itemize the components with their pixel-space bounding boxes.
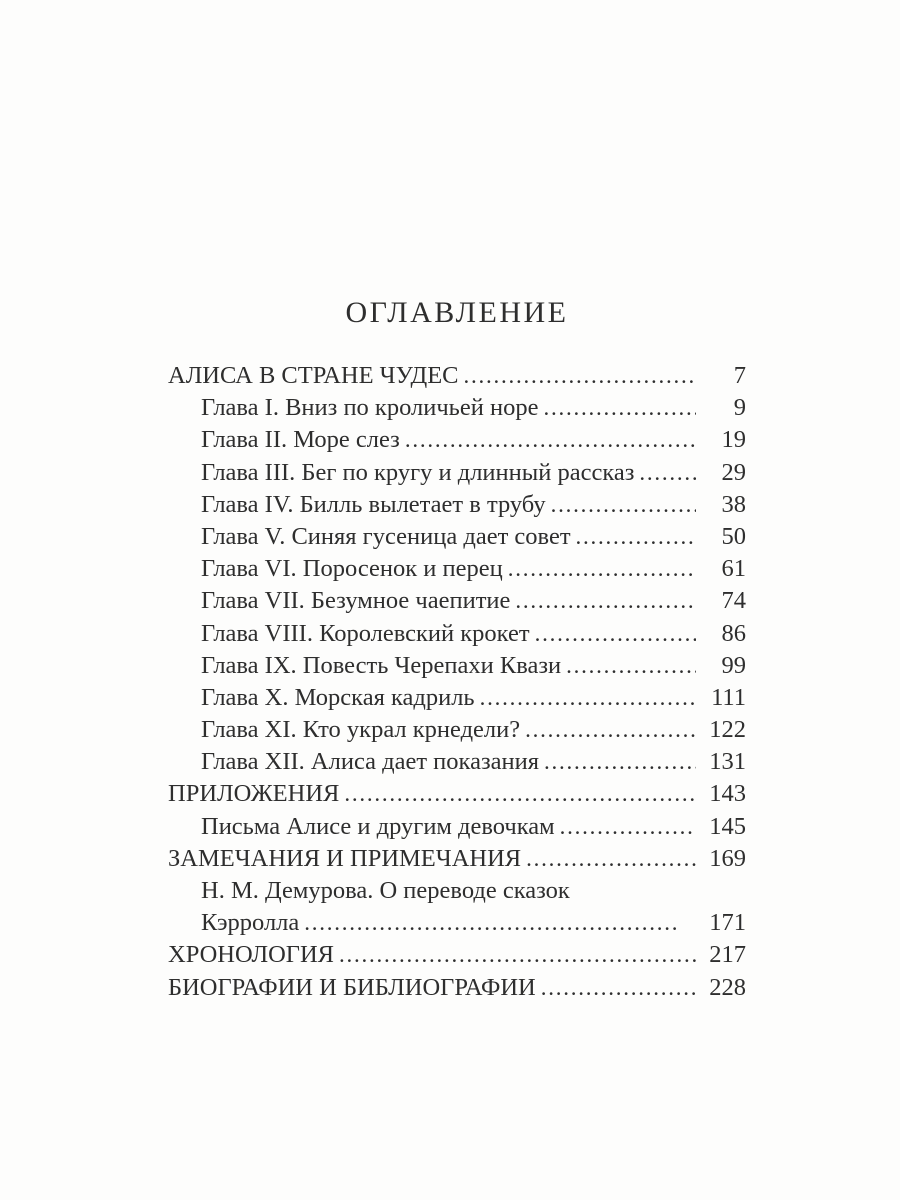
toc-entry-page: 61	[721, 555, 746, 583]
toc-entry-page: 86	[721, 619, 746, 647]
toc-entry	[168, 491, 746, 523]
toc-entry	[168, 813, 746, 845]
toc-entry	[168, 426, 746, 458]
toc-entry-page: 99	[721, 651, 746, 679]
toc-entry-label: Кэрролла	[201, 909, 300, 937]
toc-entry	[168, 845, 746, 877]
toc-entry	[168, 684, 746, 716]
toc-entry-page: 74	[721, 587, 746, 615]
toc-entry	[168, 459, 746, 491]
toc-entry-page: 38	[721, 490, 746, 518]
toc-entry-label: Глава I. Вниз по кроличьей норе	[201, 394, 539, 422]
toc-entry-label: Глава XI. Кто украл крнедели?	[201, 716, 521, 744]
toc-leader-dots	[405, 427, 696, 453]
toc-entry-page: 19	[721, 426, 746, 454]
toc-entry	[168, 877, 746, 909]
toc-entry-label: Глава VIII. Королевский крокет	[201, 619, 530, 647]
toc-leader-dots	[464, 363, 697, 389]
toc-entry-page: 7	[733, 362, 746, 389]
page-title: ОГЛАВЛЕНИЕ	[345, 296, 569, 329]
toc-entry-label: ПРИЛОЖЕНИЯ	[168, 780, 340, 808]
toc-leader-dots	[344, 781, 696, 807]
toc-leader-dots	[304, 910, 696, 936]
toc-entry-page: 111	[711, 683, 746, 711]
toc-entry-label: АЛИСА В СТРАНЕ ЧУДЕС	[168, 362, 459, 389]
toc-entry	[168, 555, 746, 587]
toc-leader-dots	[535, 621, 696, 647]
toc-leader-dots	[543, 395, 696, 421]
toc-entry	[168, 780, 746, 812]
toc-entry-page: 29	[721, 458, 746, 486]
toc-entry	[168, 748, 746, 780]
toc-entry-page: 169	[709, 844, 746, 872]
toc-entry-page: 143	[709, 780, 746, 808]
toc-leader-dots	[566, 653, 696, 679]
toc-entry-label: БИОГРАФИИ И БИБЛИОГРАФИИ	[168, 973, 536, 1001]
toc-entry	[168, 587, 746, 619]
toc-entry-label: Глава IV. Билль вылетает в трубу	[201, 490, 546, 518]
toc-entry-page: 131	[709, 748, 746, 776]
toc-entry	[168, 909, 746, 941]
table-of-contents-page	[168, 296, 746, 1006]
toc-entry	[168, 652, 746, 684]
toc-entry-page: 228	[709, 973, 746, 1001]
toc-entry-label: Глава III. Бег по кругу и длинный рассказ	[201, 458, 635, 486]
toc-entry-page: 9	[733, 394, 746, 422]
toc-leader-dots	[560, 814, 696, 840]
toc-leader-dots	[515, 588, 696, 614]
toc-leader-dots	[339, 942, 696, 968]
toc-entry-label: Глава VI. Поросенок и перец	[201, 555, 503, 583]
toc-entry	[168, 394, 746, 426]
toc-entry-label: Глава V. Синяя гусеница дает совет	[201, 522, 571, 550]
toc-entry-label: ЗАМЕЧАНИЯ И ПРИМЕЧАНИЯ	[168, 844, 522, 872]
toc-leader-dots	[576, 524, 696, 550]
toc-entry-label: Глава IX. Повесть Черепахи Квази	[201, 651, 562, 679]
toc-entry-label: Глава VII. Безумное чаепитие	[201, 587, 511, 615]
toc-entry-label: ХРОНОЛОГИЯ	[168, 941, 334, 969]
toc-leader-dots	[508, 556, 696, 582]
toc-leader-dots	[480, 685, 696, 711]
toc-entry	[168, 523, 746, 555]
toc-entry	[168, 362, 746, 394]
toc-leader-dots	[639, 460, 696, 486]
toc-entry-label: Глава XII. Алиса дает показания	[201, 748, 539, 776]
toc-leader-dots	[541, 975, 696, 1001]
toc-entry-page: 171	[709, 909, 746, 937]
toc-entry-label: Письма Алисе и другим девочкам	[201, 812, 555, 840]
toc-entry-page: 122	[709, 716, 746, 744]
toc-entry-page: 145	[709, 812, 746, 840]
toc-entry	[168, 974, 746, 1006]
toc-entry	[168, 620, 746, 652]
toc-list	[168, 362, 746, 1006]
toc-entry-page: 217	[709, 941, 746, 969]
toc-entry-page: 50	[721, 522, 746, 550]
toc-leader-dots	[551, 492, 696, 518]
toc-entry-label: Глава II. Море слез	[201, 426, 400, 454]
toc-entry-label: Глава X. Морская кадриль	[201, 683, 475, 711]
toc-leader-dots	[544, 749, 696, 775]
toc-entry	[168, 716, 746, 748]
toc-leader-dots	[525, 717, 696, 743]
toc-leader-dots	[526, 846, 696, 872]
toc-entry	[168, 941, 746, 973]
toc-entry-label: Н. М. Демурова. О переводе сказок	[201, 877, 570, 904]
